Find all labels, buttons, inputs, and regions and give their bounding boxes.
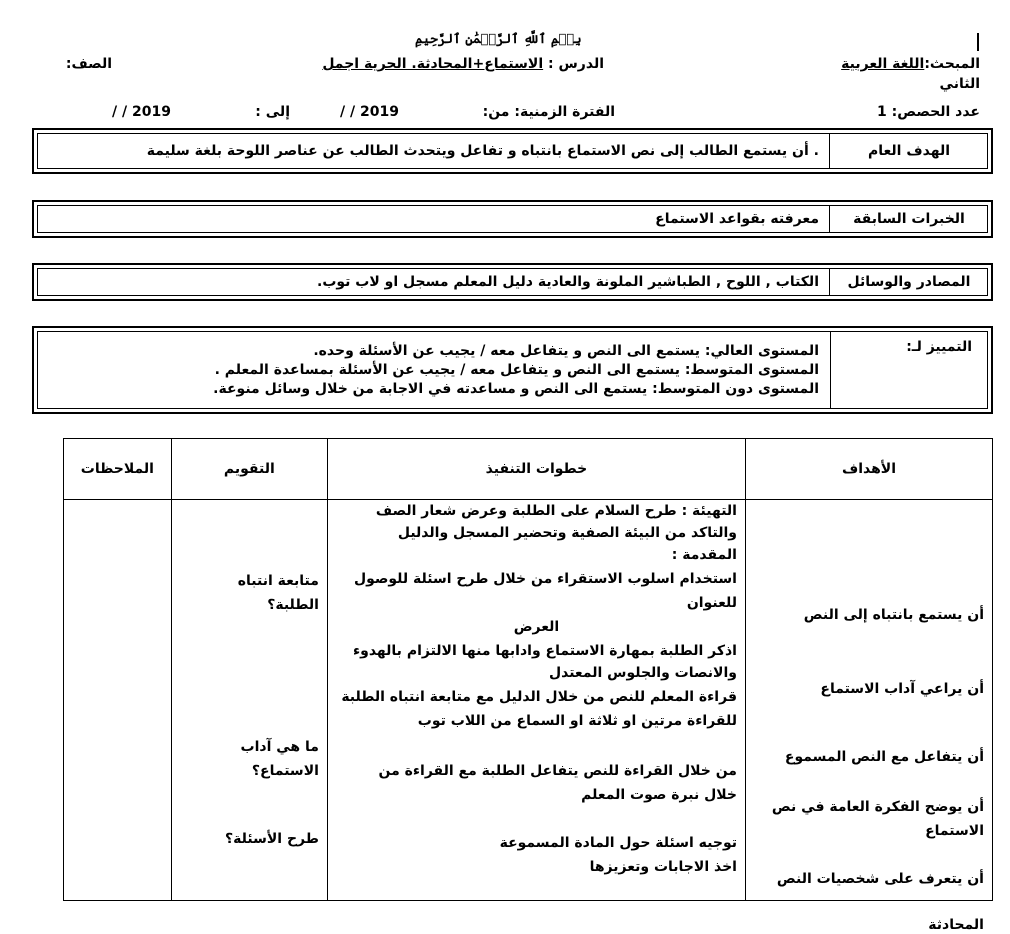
evaluation-cell: [171, 500, 327, 901]
col-steps: خطوات التنفيذ: [327, 439, 745, 500]
general-goal-label: الهدف العام: [829, 133, 988, 169]
col-evaluation: التقويم: [171, 439, 327, 500]
objective-item: أن يتفاعل مع النص المسموع: [784, 749, 984, 765]
differentiation-label: التمييز لـ:: [830, 331, 988, 409]
grade-line2: الثاني: [939, 76, 980, 92]
evaluation-item: طرح الأسئلة؟: [225, 831, 319, 847]
step-line: من خلال القراءة للنص يتفاعل الطلبة مع القراءة من: [378, 763, 737, 779]
evaluation-item: ما هي آداب: [240, 739, 319, 755]
text-cursor: [977, 33, 979, 51]
step-line: للعنوان: [686, 595, 737, 611]
subject-field: [841, 56, 980, 72]
lesson-field: [322, 56, 604, 72]
evaluation-item: متابعة انتباه: [237, 573, 319, 589]
step-line: التهيئة : طرح السلام على الطلبة وعرض شعار الصف: [375, 503, 737, 519]
subject-label: المبحث:: [924, 56, 980, 72]
level-high: المستوى العالي: يستمع الى النص و يتفاعل معه / يجيب عن الأسئلة وحده.: [313, 342, 819, 359]
step-line: توجيه اسئلة حول المادة المسموعة: [499, 835, 737, 851]
prior-knowledge-label: الخبرات السابقة: [829, 205, 988, 233]
step-line: اخذ الاجابات وتعزيزها: [589, 859, 737, 875]
objective-item: المحادثة: [928, 917, 984, 933]
step-line: والانصات والجلوس المعتدل: [548, 665, 737, 681]
period-from-value: / / 2019: [340, 104, 399, 120]
step-line: خلال نبرة صوت المعلم: [581, 787, 737, 803]
lesson-label: الدرس :: [548, 56, 604, 72]
differentiation-box: [32, 326, 993, 414]
period-to-label: إلى :: [255, 104, 290, 120]
objective-item: أن يراعي آداب الاستماع: [820, 681, 984, 697]
step-line: المقدمة :: [671, 547, 737, 563]
table-row: [64, 500, 993, 901]
objectives-cell: [745, 500, 992, 933]
level-mid: المستوى المتوسط: يستمع الى النص و يتفاعل معه / يجيب عن الأسئلة بمساعدة المعلم .: [214, 361, 819, 378]
step-line: العرض: [513, 619, 560, 635]
differentiation-levels: [38, 328, 823, 412]
resources-label: المصادر والوسائل: [829, 268, 988, 296]
sessions-label: عدد الحصص:: [891, 104, 980, 120]
steps-cell: [327, 500, 745, 901]
lesson-value: الاستماع+المحادثة. الحرية اجمل: [322, 56, 544, 72]
step-line: للقراءة مرتين او ثلاثة او السماع من اللاب توب: [417, 713, 737, 729]
col-objectives: الأهداف: [745, 439, 992, 500]
sessions-field: [877, 104, 980, 120]
col-notes: الملاحظات: [64, 439, 172, 500]
evaluation-item: الطلبة؟: [267, 597, 319, 613]
notes-cell: [64, 500, 172, 901]
objective-item: أن يوضح الفكرة العامة في نص: [771, 799, 984, 815]
sessions-value: 1: [877, 104, 887, 120]
resources-value: الكتاب , اللوح , الطباشير الملونة والعادية دليل المعلم مسجل او لاب توب.: [317, 274, 819, 290]
evaluation-item: الاستماع؟: [251, 763, 319, 779]
subject-value: اللغة العربية: [841, 56, 925, 72]
prior-knowledge-value: معرفته بقواعد الاستماع: [655, 211, 819, 227]
prior-knowledge-box: [32, 200, 993, 238]
period-from-label: الفترة الزمنية: من:: [482, 104, 615, 120]
step-line: قراءة المعلم للنص من خلال الدليل مع متابعة انتباه الطلبة: [341, 689, 737, 705]
general-goal-value: . أن يستمع الطالب إلى نص الاستماع بانتباه و تفاعل ويتحدث الطالب عن عناصر اللوحة بلغة سليمة: [146, 143, 819, 159]
lesson-plan-table: [63, 438, 993, 933]
resources-box: [32, 263, 993, 301]
period-to-value: / / 2019: [112, 104, 171, 120]
objective-item: أن يستمع بانتباه إلى النص: [803, 607, 984, 623]
step-line: والتاكد من البيئة الصفية وتحضير المسجل والدليل: [397, 525, 737, 541]
general-goal-box: [32, 128, 993, 174]
class-label: الصف:: [65, 56, 112, 72]
basmala: بِسۡمِ ٱللَّهِ ٱلرَّحۡمَٰنِ ٱلرَّحِيمِ: [415, 32, 582, 47]
step-line: استخدام اسلوب الاستقراء من خلال طرح اسئلة للوصول: [353, 571, 737, 587]
step-line: اذكر الطلبة بمهارة الاستماع وادابها منها الالتزام بالهدوء: [352, 643, 737, 659]
level-low: المستوى دون المتوسط: يستمع الى النص و مساعدته في الاجابة من خلال وسائل منوعة.: [213, 380, 819, 397]
objective-item: الاستماع: [925, 823, 984, 839]
objective-item: أن يتعرف على شخصيات النص: [776, 871, 984, 887]
